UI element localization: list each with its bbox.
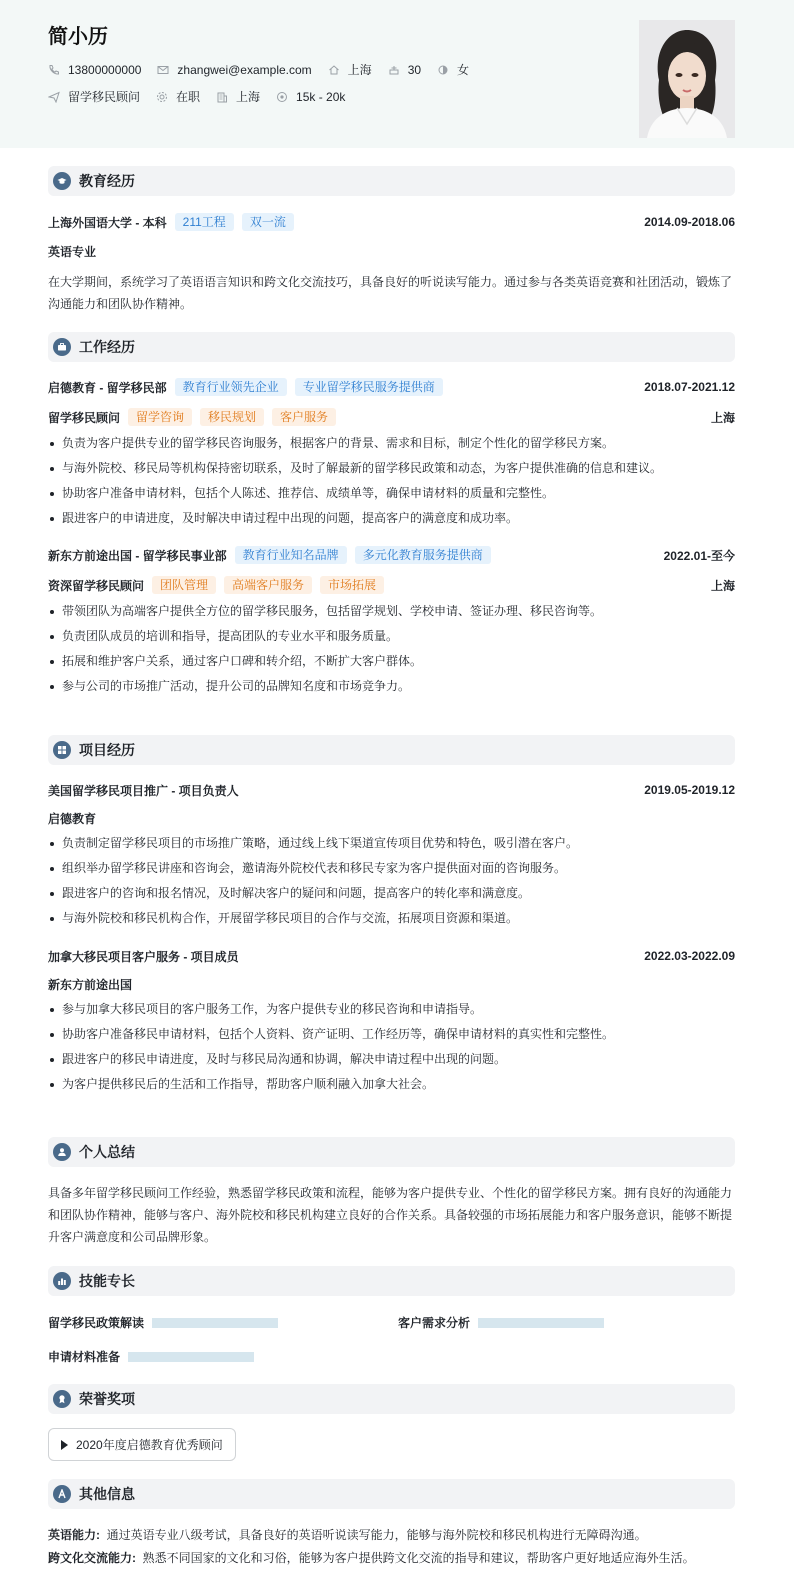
portrait-image	[639, 20, 735, 138]
section-title: 其他信息	[79, 1486, 135, 1502]
major: 英语专业	[48, 245, 97, 259]
list-item: 协助客户准备移民申请材料，包括个人资料、资产证明、工作经历等，确保申请材料的真实性和完整性。	[48, 1022, 735, 1047]
entry-header	[48, 377, 735, 397]
send-icon	[48, 91, 60, 103]
briefcase-icon	[53, 338, 71, 356]
cake-icon	[388, 64, 400, 76]
tag: 211工程	[175, 213, 234, 231]
mail-icon	[157, 64, 169, 76]
location: 上海	[710, 410, 735, 425]
section-header	[48, 1479, 735, 1509]
honors-section	[48, 1384, 735, 1414]
work-entry	[48, 377, 735, 531]
job-intent-row	[48, 88, 361, 105]
other-label: 跨文化交流能力:	[48, 1551, 136, 1565]
skill-bar	[478, 1318, 604, 1328]
skill-bar	[152, 1318, 278, 1328]
section-header	[48, 1266, 735, 1296]
section-title: 项目经历	[79, 742, 135, 758]
entry-left	[48, 546, 491, 564]
skill-item	[48, 1314, 278, 1331]
salary-text: 15k - 20k	[296, 89, 346, 104]
project-entry	[48, 780, 735, 931]
other-text: 熟悉不同国家的文化和习俗，能够为客户提供跨文化交流的指导和建议，帮助客户更好地适应海外生活。	[142, 1551, 695, 1565]
target-city-item	[216, 88, 260, 105]
entry-date: 2014.09-2018.06	[644, 215, 735, 229]
role-header	[48, 575, 735, 595]
entry-date: 2022.01-至今	[663, 548, 735, 563]
list-item: 与海外院校、移民局等机构保持密切联系，及时了解最新的留学移民政策和动态，为客户提供准确的信息和建议。	[48, 456, 735, 481]
list-item: 为客户提供移民后的生活和工作指导，帮助客户顺利融入加拿大社会。	[48, 1072, 735, 1097]
education-description: 在大学期间，系统学习了英语语言知识和跨文化交流技巧，具备良好的听说读写能力。通过参与各类英语竞赛和社团活动，锻炼了沟通能力和团队协作精神。	[48, 275, 733, 311]
list-item: 负责制定留学移民项目的市场推广策略，通过线上线下渠道宣传项目优势和特色，吸引潜在客户。	[48, 831, 735, 856]
list-item: 跟进客户的申请进度，及时解决申请过程中出现的问题，提高客户的满意度和成功率。	[48, 506, 735, 531]
section-header	[48, 1384, 735, 1414]
project-org: 启德教育	[48, 812, 97, 826]
award-item	[48, 1428, 236, 1461]
other-item	[48, 1549, 695, 1566]
tag: 留学咨询	[128, 408, 192, 426]
bar-chart-icon	[53, 1272, 71, 1290]
summary-section	[48, 1137, 735, 1248]
skill-level-fill	[128, 1352, 254, 1362]
profile-photo	[639, 20, 735, 138]
section-title: 技能专长	[79, 1273, 135, 1289]
other-label: 英语能力:	[48, 1528, 100, 1542]
text-icon	[53, 1485, 71, 1503]
summary-text: 具备多年留学移民顾问工作经验，熟悉留学移民政策和流程，能够为客户提供专业、个性化的留学移民方案。拥有良好的沟通能力和团队协作精神，能够与客户、海外院校和移民机构建立良好的合作关系。具备较强的市场拓展能力和客户服务意识，能够不断提升客户满意度和公司品牌形象。	[48, 1186, 733, 1244]
bullet-list	[48, 831, 735, 931]
skill-name: 客户需求分析	[398, 1316, 471, 1330]
bullet-list	[48, 599, 735, 699]
company-name: 新东方前途出国 - 留学移民事业部	[48, 548, 227, 563]
phone-icon	[48, 64, 60, 76]
phone-item	[48, 63, 141, 77]
company-name: 启德教育 - 留学移民部	[48, 380, 167, 395]
target-position-item	[48, 88, 140, 105]
gender-item	[437, 61, 469, 78]
list-item: 参与公司的市场推广活动，提升公司的品牌知名度和市场竞争力。	[48, 674, 735, 699]
age-item	[388, 63, 421, 77]
entry-left	[48, 378, 443, 396]
gender-icon	[437, 64, 449, 76]
project-entry	[48, 946, 735, 1097]
list-item: 负责为客户提供专业的留学移民咨询服务，根据客户的背景、需求和目标，制定个性化的留学移民方案。	[48, 431, 735, 456]
entry-left	[48, 408, 336, 426]
candidate-name: 简小历	[48, 26, 108, 48]
project-title: 美国留学移民项目推广 - 项目负责人	[48, 783, 239, 798]
other-text: 通过英语专业八级考试，具备良好的英语听说读写能力，能够与海外院校和移民机构进行无障碍沟通。	[106, 1528, 647, 1542]
status-text: 在职	[176, 90, 201, 104]
project-title: 加拿大移民项目客户服务 - 项目成员	[48, 949, 239, 964]
status-item	[156, 88, 200, 105]
section-header	[48, 332, 735, 362]
user-icon	[53, 1143, 71, 1161]
tag: 高端客户服务	[224, 576, 312, 594]
graduation-cap-icon	[53, 172, 71, 190]
skills-section	[48, 1266, 735, 1296]
list-item: 带领团队为高端客户提供全方位的留学移民服务，包括留学规划、学校申请、签证办理、移民咨询等。	[48, 599, 735, 624]
coin-icon	[276, 91, 288, 103]
entry-date: 2018.07-2021.12	[644, 380, 735, 394]
entry-date: 2022.03-2022.09	[644, 949, 735, 963]
skill-bar	[128, 1352, 254, 1362]
skill-item	[48, 1348, 254, 1365]
skill-item	[398, 1314, 604, 1331]
entry-header	[48, 545, 735, 565]
tag: 专业留学移民服务提供商	[295, 378, 443, 396]
work-entry	[48, 545, 735, 699]
entry-header	[48, 212, 735, 232]
list-item: 协助客户准备申请材料，包括个人陈述、推荐信、成绩单等，确保申请材料的质量和完整性。	[48, 481, 735, 506]
project-org: 新东方前途出国	[48, 978, 133, 992]
section-title: 教育经历	[79, 173, 135, 189]
target-position-text: 留学移民顾问	[68, 90, 141, 104]
entry-date: 2019.05-2019.12	[644, 783, 735, 797]
skill-name: 申请材料准备	[48, 1350, 121, 1364]
work-section	[48, 332, 735, 699]
gear-icon	[156, 91, 168, 103]
section-header	[48, 735, 735, 765]
other-item	[48, 1526, 647, 1543]
section-title: 个人总结	[79, 1144, 135, 1160]
list-item: 与海外院校和移民机构合作，开展留学移民项目的合作与交流，拓展项目资源和渠道。	[48, 906, 735, 931]
resume-header	[0, 0, 794, 148]
city-item	[328, 61, 372, 78]
skill-level-fill	[152, 1318, 278, 1328]
entry-header	[48, 780, 735, 800]
other-section	[48, 1479, 735, 1509]
building-icon	[216, 91, 228, 103]
tag: 市场拓展	[320, 576, 384, 594]
role-name: 资深留学移民顾问	[48, 578, 145, 593]
tag: 双一流	[242, 213, 294, 231]
skill-name: 留学移民政策解读	[48, 1316, 145, 1330]
list-item: 拓展和维护客户关系，通过客户口碑和转介绍，不断扩大客户群体。	[48, 649, 735, 674]
tag: 多元化教育服务提供商	[355, 546, 491, 564]
project-section	[48, 735, 735, 1097]
tag: 教育行业知名品牌	[235, 546, 347, 564]
contact-row	[48, 61, 485, 78]
section-title: 荣誉奖项	[79, 1391, 135, 1407]
award-text: 2020年度启德教育优秀顾问	[76, 1438, 223, 1452]
list-item: 组织举办留学移民讲座和咨询会，邀请海外院校代表和移民专家为客户提供面对面的咨询服务。	[48, 856, 735, 881]
section-title: 工作经历	[79, 339, 135, 355]
role-header	[48, 407, 735, 427]
tag: 移民规划	[200, 408, 264, 426]
skill-level-fill	[478, 1318, 604, 1328]
section-header	[48, 1137, 735, 1167]
bullet-list	[48, 431, 735, 531]
list-item: 负责团队成员的培训和指导，提高团队的专业水平和服务质量。	[48, 624, 735, 649]
email-item	[157, 63, 311, 77]
entry-left	[48, 576, 384, 594]
salary-item	[276, 90, 345, 104]
email-text: zhangwei@example.com	[177, 62, 312, 77]
education-entry	[48, 212, 735, 315]
play-triangle-icon	[61, 1440, 68, 1450]
entry-left	[48, 213, 294, 231]
city-text: 上海	[347, 63, 372, 77]
tag: 团队管理	[152, 576, 216, 594]
section-header	[48, 166, 735, 196]
grid-icon	[53, 741, 71, 759]
bullet-list	[48, 997, 735, 1097]
school-name: 上海外国语大学 - 本科	[48, 215, 167, 230]
entry-header	[48, 946, 735, 966]
list-item: 跟进客户的移民申请进度，及时与移民局沟通和协调，解决申请过程中出现的问题。	[48, 1047, 735, 1072]
gender-text: 女	[457, 63, 470, 77]
tag: 客户服务	[272, 408, 336, 426]
home-icon	[328, 64, 340, 76]
education-section	[48, 166, 735, 315]
list-item: 参与加拿大移民项目的客户服务工作，为客户提供专业的移民咨询和申请指导。	[48, 997, 735, 1022]
tag: 教育行业领先企业	[175, 378, 287, 396]
list-item: 跟进客户的咨询和报名情况，及时解决客户的疑问和问题，提高客户的转化率和满意度。	[48, 881, 735, 906]
age-text: 30	[407, 62, 422, 77]
target-city-text: 上海	[236, 90, 261, 104]
award-icon	[53, 1390, 71, 1408]
location: 上海	[710, 578, 735, 593]
phone-text: 13800000000	[68, 62, 142, 77]
role-name: 留学移民顾问	[48, 410, 121, 425]
